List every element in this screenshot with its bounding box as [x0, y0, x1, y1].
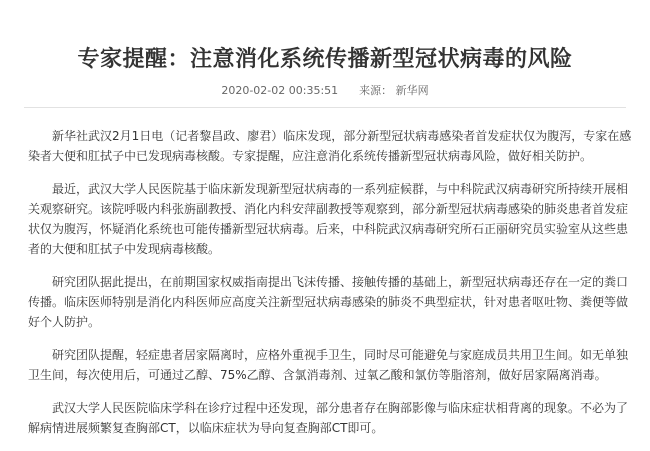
article-paragraph: 研究团队提醒，轻症患者居家隔离时，应格外重视手卫生，同时尽可能避免与家庭成员共用卫生间。如无单独卫生间，每次使用后，可通过乙醇、75%乙醇、含氯消毒剂、过氧乙酸和氯仿等脂溶剂，做好居家隔离消毒。	[28, 348, 629, 382]
article-paragraph: 武汉大学人民医院临床学科在诊疗过程中还发现，部分患者存在胸部影像与临床症状相背离的现象。不必为了解病情进展频繁复查胸部CT，以临床症状为导向复查胸部CT即可。	[28, 401, 629, 435]
source-name[interactable]: 新华网	[395, 84, 429, 97]
article-title: 专家提醒：注意消化系统传播新型冠状病毒的风险	[77, 47, 573, 72]
article-body	[28, 126, 634, 451]
source-label: 来源：	[359, 84, 393, 97]
article-paragraph: 最近，武汉大学人民医院基于临床新发现新型冠状病毒的一系列症候群，与中科院武汉病毒研究所持续开展相关观察研究。该院呼吸内科张旃副教授、消化内科安萍副教授等观察到，部分新型冠状病毒感染的肺炎患者首发症状仅为腹泻，怀疑消化系统也可能传播新型冠状病毒。后来，中科院武汉病毒研究所石正丽研究员实验室从这些患者的大便和肛拭子中发现病毒核酸。	[28, 182, 629, 256]
title-divider	[24, 107, 626, 108]
article-paragraph: 新华社武汉2月1日电（记者黎昌政、廖君）临床发现，部分新型冠状病毒感染者首发症状仅为腹泻，专家在感染者大便和肛拭子中已发现病毒核酸。专家提醒，应注意消化系统传播新型冠状病毒风险，做好相关防护。	[28, 129, 632, 163]
publish-datetime: 2020-02-02 00:35:51	[221, 84, 339, 97]
article-paragraph: 研究团队据此提出，在前期国家权威指南提出飞沫传播、接触传播的基础上，新型冠状病毒还存在一定的粪口传播。临床医师特别是消化内科医师应高度关注新型冠状病毒感染的肺炎不典型症状，针对患者呕吐物、粪便等做好个人防护。	[28, 275, 629, 329]
article-meta	[0, 82, 650, 98]
